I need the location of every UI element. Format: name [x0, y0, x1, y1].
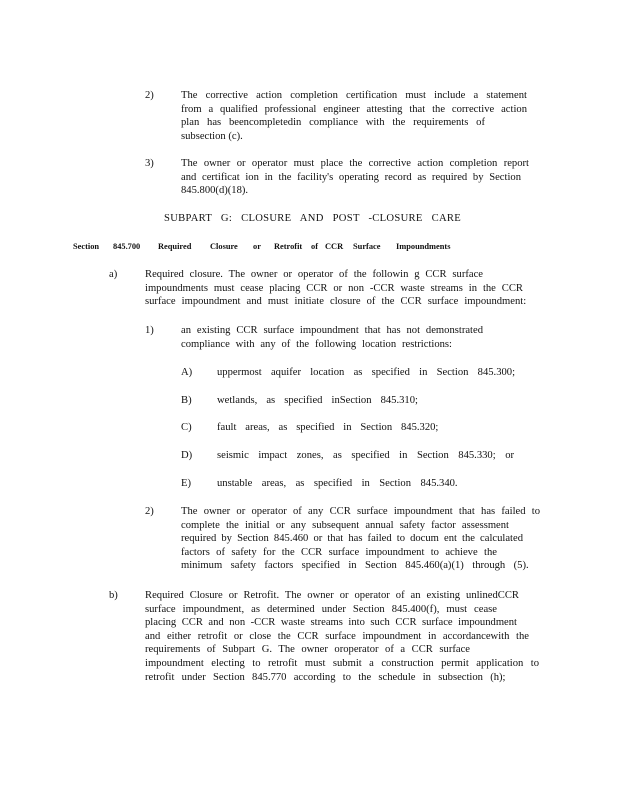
list-item: wetlands, as specified inSection 845.310; — [217, 395, 418, 406]
section-title-word: Impoundments — [396, 242, 451, 251]
section-title-word: Retrofit — [274, 242, 303, 251]
text-line: compliance with any of the following location restrictions: — [181, 338, 452, 350]
text-line: from a qualified professional engineer attesting that the corrective action — [181, 103, 527, 115]
item-marker: 2) — [145, 506, 154, 517]
item-marker: 3) — [145, 158, 154, 169]
text-line: plan has beencompletedin compliance with the requirements of — [181, 117, 485, 129]
list-item: uppermost aquifer location as specified in Section 845.300; — [217, 367, 516, 378]
paragraph-marker: b) — [109, 590, 118, 601]
list-item-marker: D) — [181, 450, 193, 461]
text-line: impoundment electing to retrofit must submit a construction permit application to — [145, 657, 539, 669]
section-title-word: Required — [158, 242, 192, 251]
paragraph-b-required-closure-or-retrofit — [145, 589, 539, 684]
text-line: minimum safety factors specified in Section 845.460(a)(1) through (5). — [181, 560, 529, 572]
list-item: seismic impact zones, as specified in Section 845.330; or — [217, 450, 515, 461]
list-item-marker: B) — [181, 395, 192, 406]
list-item-marker: C) — [181, 422, 192, 433]
paragraph-a-1-location-restrictions — [181, 324, 483, 351]
section-number: 845.700 — [113, 242, 141, 251]
section-label: Section — [73, 242, 100, 251]
text-line: The corrective action completion certification must include a statement — [181, 90, 527, 101]
text-line: subsection (c). — [181, 130, 243, 142]
list-item-marker: A) — [181, 367, 193, 378]
text-line: retrofit under Section 845.770 according to the schedule in subsection (h); — [145, 671, 506, 683]
text-line: The owner or operator of any CCR surface impoundment that has failed to — [181, 506, 540, 517]
section-title-word: CCR — [325, 242, 344, 251]
paragraph-item-2-certification — [181, 89, 527, 143]
paragraph-marker: a) — [109, 269, 118, 280]
text-line: required by Section 845.460 or that has failed to docum ent the calculated — [181, 533, 523, 545]
text-line: Required closure. The owner or operator of the followin g CCR surface — [145, 269, 483, 280]
list-item: fault areas, as specified in Section 845.320; — [217, 422, 439, 433]
item-marker: 2) — [145, 90, 154, 101]
text-line: Required Closure or Retrofit. The owner or operator of an existing unlinedCCR — [145, 590, 519, 601]
text-line: and either retrofit or close the CCR surface impoundment in accordancewith the — [145, 630, 529, 642]
text-line: complete the initial or any subsequent annual safety factor assessment — [181, 519, 509, 531]
paragraph-a-2-safety-factor — [181, 505, 540, 573]
text-line: surface impoundment, as determined under Section 845.400(f), must cease — [145, 603, 497, 615]
text-line: impoundments must cease placing CCR or non -CCR waste streams in the CCR — [145, 282, 523, 294]
section-title-word: or — [253, 242, 261, 251]
paragraph-item-3-operating-record — [181, 157, 529, 198]
text-line: requirements of Subpart G. The owner oroperator of a CCR surface — [145, 644, 470, 656]
text-line: 845.800(d)(18). — [181, 185, 249, 197]
text-line: placing CCR and non -CCR waste streams into such CCR surface impoundment — [145, 617, 517, 629]
text-line: factors of safety for the CCR surface impoundment to achieve the — [181, 546, 497, 558]
list-item: unstable areas, as specified in Section 845.340. — [217, 478, 458, 489]
section-title-word: of — [311, 242, 318, 251]
text-line: and certificat ion in the facility's operating record as required by Section — [181, 171, 521, 183]
text-line: surface impoundment and must initiate closure of the CCR surface impoundment: — [145, 296, 527, 308]
section-title-word: Closure — [210, 242, 238, 251]
subpart-heading: SUBPART G: CLOSURE AND POST -CLOSURE CARE — [164, 213, 462, 224]
section-title-word: Surface — [353, 242, 381, 251]
list-item-marker: E) — [181, 478, 191, 489]
paragraph-a-required-closure — [145, 268, 526, 309]
item-marker: 1) — [145, 325, 154, 336]
text-line: The owner or operator must place the corrective action completion report — [181, 158, 529, 169]
text-line: an existing CCR surface impoundment that has not demonstrated — [181, 325, 483, 336]
